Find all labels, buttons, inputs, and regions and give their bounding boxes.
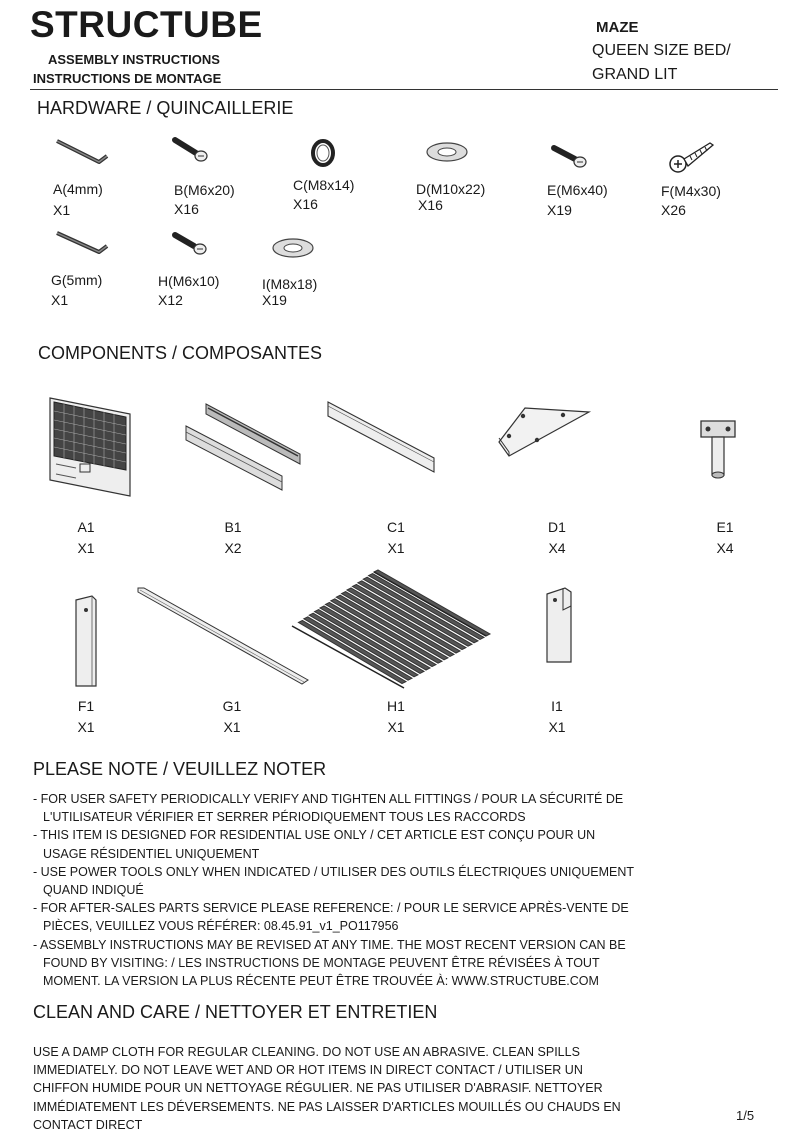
note-line: MOMENT. LA VERSION LA PLUS RÉCENTE PEUT ÊTRE TROUVÉE À: WWW.STRUCTUBE.COM: [43, 974, 599, 989]
care-line: IMMÉDIATEMENT LES DÉVERSEMENTS. NE PAS LAISSER D'ARTICLES MOUILLÉS OU CHAUDS EN: [33, 1099, 621, 1114]
note-line: QUAND INDIQUÉ: [43, 883, 144, 898]
hardware-code: C(M8x14): [293, 177, 355, 193]
hardware-code: A(4mm): [53, 181, 103, 197]
hardware-code: I(M8x18): [262, 276, 318, 292]
care-line: CHIFFON HUMIDE POUR UN NETTOYAGE RÉGULIER. NE PAS UTILISER D'ABRASIF. NETTOYER: [33, 1081, 603, 1096]
hardware-code: E(M6x40): [547, 182, 608, 198]
hardware-qty: X26: [661, 202, 686, 218]
bolt-icon: [172, 231, 212, 259]
component-code: C1: [387, 519, 405, 535]
hardware-code: H(M6x10): [158, 273, 220, 289]
subtitle-fr: INSTRUCTIONS DE MONTAGE: [33, 71, 222, 86]
hardware-code: B(M6x20): [174, 182, 235, 198]
component-code: I1: [551, 698, 563, 714]
post-icon: [72, 594, 100, 690]
note-line: - FOR USER SAFETY PERIODICALLY VERIFY AND TIGHTEN ALL FITTINGS / POUR LA SÉCURITÉ DE: [33, 792, 624, 806]
bolt-icon: [172, 136, 212, 164]
allen-key-icon: [55, 230, 115, 262]
care-line: CONTACT DIRECT: [33, 1117, 143, 1132]
care-text: [33, 1043, 673, 1134]
note-line: - USE POWER TOOLS ONLY WHEN INDICATED / UTILISER DES OUTILS ÉLECTRIQUES UNIQUEMENT: [33, 864, 635, 879]
subtitle-en: ASSEMBLY INSTRUCTIONS: [48, 52, 220, 67]
note-line: FOUND BY VISITING: / LES INSTRUCTIONS DE MONTAGE PEUVENT ÊTRE RÉVISÉES À TOUT: [43, 955, 600, 970]
component-qty: X1: [77, 540, 95, 556]
note-line: - ASSEMBLY INSTRUCTIONS MAY BE REVISED AT ANY TIME. THE MOST RECENT VERSION CAN BE: [33, 937, 626, 952]
corner-bracket-icon: [497, 406, 593, 458]
note-line: USAGE RÉSIDENTIEL UNIQUEMENT: [43, 846, 260, 861]
hardware-qty: X16: [174, 201, 199, 217]
care-line: IMMEDIATELY. DO NOT LEAVE WET AND OR HOT ITEMS IN DIRECT CONTACT / UTILISER UN: [33, 1063, 583, 1078]
model-name: MAZE: [596, 19, 639, 36]
notes-heading: PLEASE NOTE / VEUILLEZ NOTER: [33, 759, 327, 779]
component-code: D1: [548, 519, 566, 535]
component-qty: X1: [387, 540, 405, 556]
component-qty: X1: [223, 719, 241, 735]
note-line: L'UTILISATEUR VÉRIFIER ET SERRER PÉRIODIQUEMENT TOUS LES RACCORDS: [43, 810, 526, 825]
brand-logo: STRUCTUBE: [30, 4, 263, 45]
hardware-qty: X12: [158, 292, 183, 308]
flat-washer-icon: [270, 237, 316, 259]
component-qty: X4: [548, 540, 566, 556]
note-line: - FOR AFTER-SALES PARTS SERVICE PLEASE REFERENCE: / POUR LE SERVICE APRÈS-VENTE DE: [33, 901, 629, 916]
allen-key-icon: [55, 138, 115, 170]
component-qty: X1: [548, 719, 566, 735]
component-code: B1: [224, 519, 242, 535]
care-line: USE A DAMP CLOTH FOR REGULAR CLEANING. DO NOT USE AN ABRASIVE. CLEAN SPILLS: [33, 1045, 580, 1059]
flat-washer-icon: [424, 141, 470, 163]
header-divider: [30, 89, 778, 90]
components-heading: COMPONENTS / COMPOSANTES: [38, 343, 323, 363]
note-line: - THIS ITEM IS DESIGNED FOR RESIDENTIAL USE ONLY / CET ARTICLE EST CONÇU POUR UN: [33, 828, 596, 843]
component-code: F1: [77, 698, 95, 714]
component-qty: X4: [716, 540, 734, 556]
leg-foot-icon: [697, 417, 739, 483]
hardware-code: F(M4x30): [661, 183, 721, 199]
lock-washer-icon: [309, 138, 337, 168]
component-code: A1: [77, 519, 95, 535]
hardware-qty: X1: [51, 292, 69, 308]
footboard-panel-icon: [326, 400, 438, 476]
note-line: PIÈCES, VEUILLEZ VOUS RÉFÉRER: 08.45.91_v1_PO117956: [43, 919, 399, 934]
bolt-icon: [551, 144, 591, 172]
product-name-line2: GRAND LIT: [592, 66, 678, 83]
hardware-qty: X16: [418, 197, 443, 213]
product-name-line1: QUEEN SIZE BED/: [592, 42, 731, 59]
hardware-qty: X19: [262, 292, 287, 308]
hardware-qty: X19: [547, 202, 572, 218]
wood-screw-icon: [668, 138, 718, 174]
care-heading: CLEAN AND CARE / NETTOYER ET ENTRETIEN: [33, 1002, 438, 1022]
hardware-code: G(5mm): [51, 272, 103, 288]
notes-list: [33, 790, 673, 990]
center-leg-icon: [543, 584, 577, 666]
hardware-heading: HARDWARE / QUINCAILLERIE: [37, 98, 294, 118]
hardware-qty: X16: [293, 196, 318, 212]
component-code: G1: [222, 698, 242, 714]
component-code: H1: [387, 698, 405, 714]
side-rail-icon: [182, 402, 304, 494]
hardware-qty: X1: [53, 202, 71, 218]
headboard-icon: [46, 394, 136, 498]
component-qty: X2: [224, 540, 242, 556]
component-qty: X1: [77, 719, 95, 735]
hardware-code: D(M10x22): [416, 181, 486, 197]
slat-roll-icon: [286, 566, 492, 692]
component-qty: X1: [387, 719, 405, 735]
page-number: 1/5: [736, 1108, 755, 1123]
component-code: E1: [716, 519, 734, 535]
